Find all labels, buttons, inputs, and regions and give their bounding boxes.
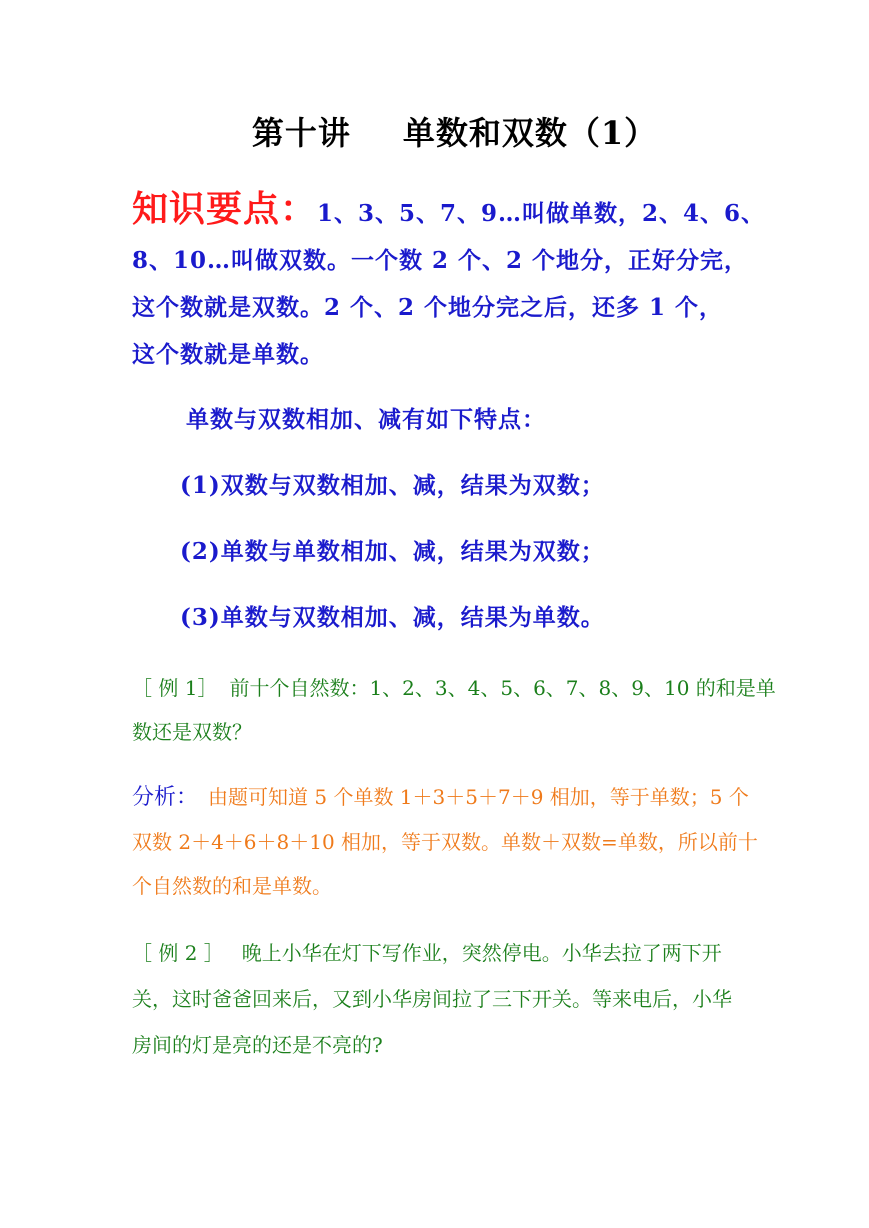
example-2 [132,930,752,1068]
rule-item: (3)单数与双数相加、减，结果为单数。 [180,604,605,631]
example-line [132,930,752,976]
parity-rules [180,400,605,664]
analysis-line: 个自然数的和是单数。 [132,874,332,898]
knowledge-line: 8、10…叫做双数。一个数 2 个、2 个地分，正好分完， [132,247,749,274]
knowledge-text: 1、3、5、7、9…叫做单数，2、4、6、 [317,200,766,227]
analysis-text: 由题可知道 5 个单数 1＋3＋5＋7＋9 相加，等于单数；5 个 [208,785,749,809]
lesson-number: 第十讲 [251,114,351,152]
example-line [132,666,776,710]
knowledge-points [132,186,766,378]
example-text: 晚上小华在灯下写作业，突然停电。小华去拉了两下开 [241,941,722,965]
lesson-topic: 单数和双数（1） [402,114,658,152]
page-title [0,108,869,154]
knowledge-heading: 知识要点： [132,188,318,230]
example-text: 前十个自然数：1、2、3、4、5、6、7、8、9、10 的和是单 [229,676,776,700]
analysis-line [132,775,752,820]
example-line: 数还是双数？ [132,720,252,744]
example-tag: ［ 例 2 ］ [132,941,224,965]
knowledge-line: 这个数就是双数。2 个、2 个地分完之后，还多 1 个， [132,294,724,321]
knowledge-line [132,186,766,237]
example-line: 房间的灯是亮的还是不亮的? [132,1033,383,1057]
example-1 [132,666,776,754]
analysis-line: 双数 2＋4＋6＋8＋10 相加，等于双数。单数＋双数=单数，所以前十 [132,830,758,854]
rules-intro: 单数与双数相加、减有如下特点： [186,406,546,433]
rule-item: (1)双数与双数相加、减，结果为双数； [180,472,605,499]
rule-item: (2)单数与单数相加、减，结果为双数； [180,538,605,565]
analysis-label: 分析： [132,785,199,810]
example-line: 关，这时爸爸回来后，又到小华房间拉了三下开关。等来电后，小华 [132,987,732,1011]
example-tag: ［ 例 1］ [132,676,218,700]
knowledge-line: 这个数就是单数。 [132,341,324,368]
analysis [132,775,758,908]
